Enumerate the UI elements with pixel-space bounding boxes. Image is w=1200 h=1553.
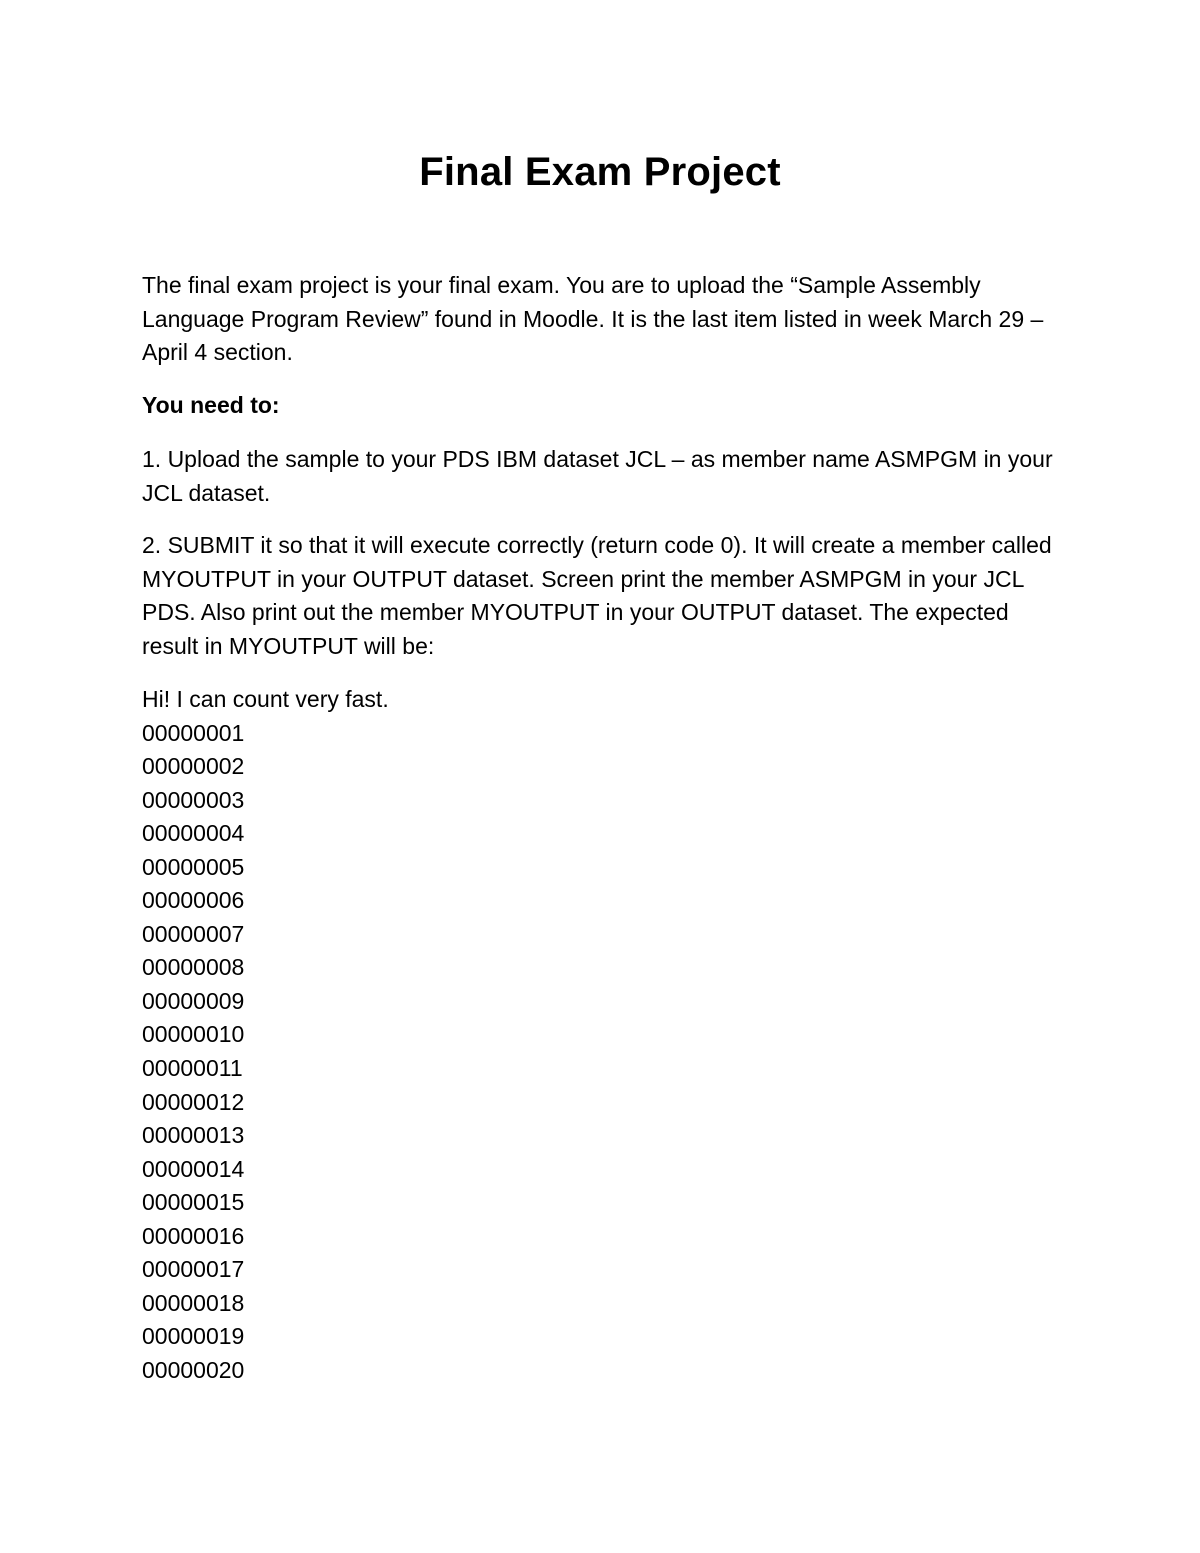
output-line: 00000017 bbox=[142, 1256, 245, 1283]
output-line: 00000006 bbox=[142, 887, 245, 914]
output-line: 00000012 bbox=[142, 1088, 245, 1115]
output-line: 00000016 bbox=[142, 1222, 245, 1249]
output-line: 00000018 bbox=[142, 1289, 245, 1316]
expected-output-list bbox=[142, 683, 389, 1387]
output-line: 00000008 bbox=[142, 954, 245, 981]
output-line: 00000013 bbox=[142, 1122, 245, 1149]
output-line: 00000010 bbox=[142, 1021, 245, 1048]
output-line: 00000015 bbox=[142, 1189, 245, 1216]
output-line: 00000011 bbox=[142, 1055, 243, 1082]
output-line: 00000001 bbox=[142, 719, 245, 746]
instructions-heading: You need to: bbox=[142, 392, 280, 418]
output-line: 00000005 bbox=[142, 853, 245, 880]
output-line: 00000020 bbox=[142, 1356, 245, 1383]
step-2-paragraph: 2. SUBMIT it so that it will execute correctly (return code 0). It will create a member called MYOUTPUT in your OUTPUT dataset. Screen print the member ASMPGM in your JCL PDS. Also print out the member MYOUTPUT in your OUTPUT dataset. The expected result in MYOUTPUT will be: bbox=[142, 532, 1052, 659]
intro-paragraph: The final exam project is your final exam. You are to upload the “Sample Assembly Language Program Review” found in Moodle. It is the last item listed in week March 29 – April 4 section. bbox=[142, 272, 1044, 365]
page-title: Final Exam Project bbox=[419, 150, 781, 194]
output-line: 00000002 bbox=[142, 753, 245, 780]
document-page bbox=[142, 0, 1072, 1553]
output-line: 00000009 bbox=[142, 987, 245, 1014]
output-line: 00000007 bbox=[142, 920, 245, 947]
output-line: 00000019 bbox=[142, 1323, 245, 1350]
output-line: 00000014 bbox=[142, 1155, 245, 1182]
step-1-paragraph: 1. Upload the sample to your PDS IBM dataset JCL – as member name ASMPGM in your JCL dataset. bbox=[142, 446, 1053, 506]
output-line: 00000003 bbox=[142, 786, 245, 813]
output-line: Hi! I can count very fast. bbox=[142, 686, 389, 712]
output-line: 00000004 bbox=[142, 820, 245, 847]
